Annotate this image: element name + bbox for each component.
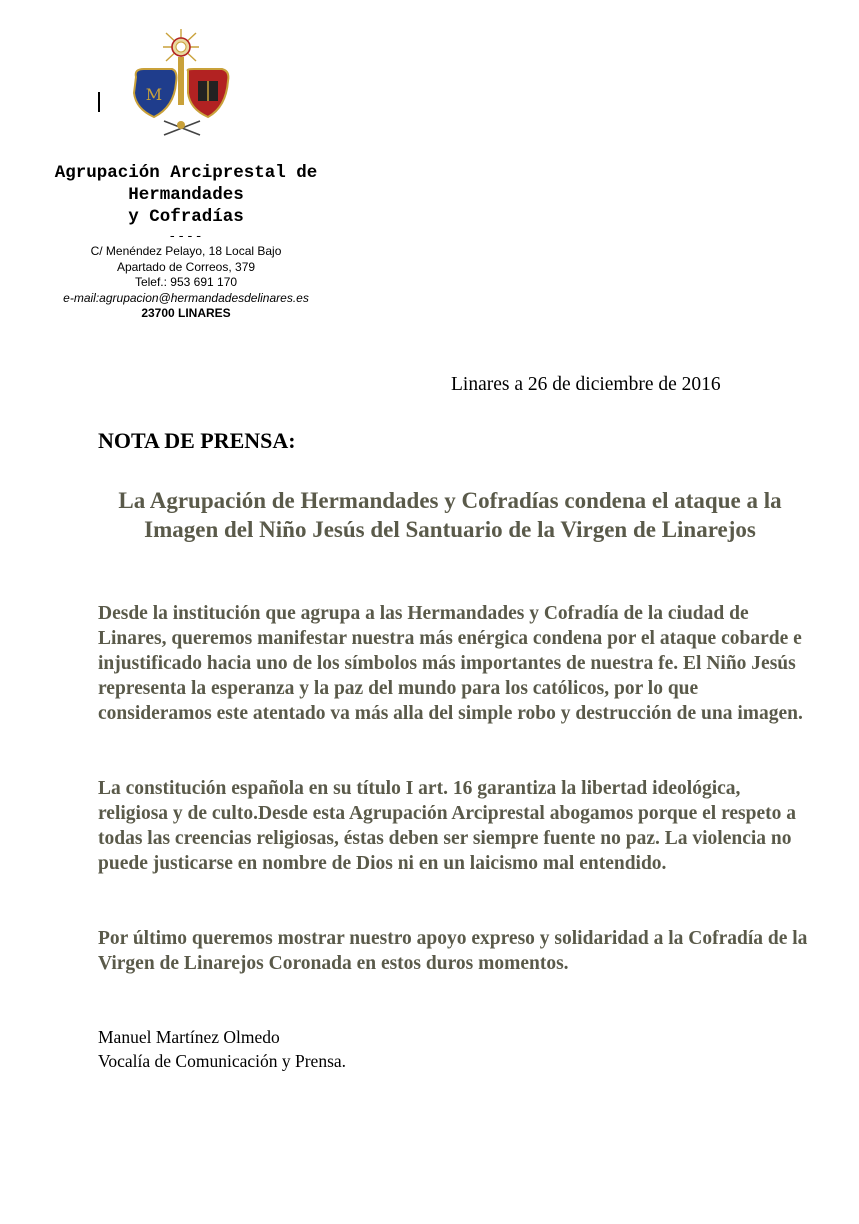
date-line: Linares a 26 de diciembre de 2016 (451, 374, 721, 395)
body-paragraph-3: Por último queremos mostrar nuestro apoyo expreso y solidaridad a la Cofradía de la Virgen de Linarejos Coronada en estos duros momentos. (98, 928, 808, 974)
body-paragraph-1: Desde la institución que agrupa a las Hermandades y Cofradía de la ciudad de Linares, queremos manifestar nuestra más enérgica condena por el ataque cobarde e injustificado hacia uno de los símbolos más importantes de nuestra fe. El Niño Jesús representa la esperanza y la paz del mundo para los católicos, por lo que consideramos este atentado va más alla del simple robo y destrucción de una imagen. (98, 603, 803, 724)
headline: La Agrupación de Hermandades y Cofradías condena el ataque a la Imagen del Niño Jesús del Santuario de la Virgen de Linarejos (118, 488, 782, 542)
brotherhood-crest-icon (128, 25, 234, 137)
organization-header (30, 162, 342, 322)
phone-number: Telef.: 953 691 170 (134, 275, 238, 289)
press-release-title: NOTA DE PRENSA: (98, 428, 296, 453)
org-name-line-1: Agrupación Arciprestal de (54, 163, 318, 183)
address-po-box: Apartado de Correos, 379 (116, 259, 256, 274)
signature-role: Vocalía de Comunicación y Prensa. (98, 1051, 347, 1071)
postal-city: 23700 LINARES (141, 306, 231, 320)
org-name-line-3: y Cofradías (128, 207, 244, 227)
svg-text:M: M (145, 85, 163, 104)
org-name-line-2: Hermandades (128, 185, 244, 205)
body-paragraph-2: La constitución española en su título I art. 16 garantiza la libertad ideológica, religiosa y de culto.Desde esta Agrupación Arciprestal abogamos porque el respeto a todas las creencias religiosas, éstas deben ser siempre fuente no paz. La violencia no puede justicarse en nombre de Dios ni en un laicismo mal entendido. (98, 778, 797, 874)
address-street: C/ Menéndez Pelayo, 18 Local Bajo (90, 244, 282, 258)
signature-block (98, 1025, 346, 1073)
email-address: e-mail:agrupacion@hermandadesdelinares.es (63, 290, 309, 305)
text-cursor-mark (98, 92, 100, 112)
signature-name: Manuel Martínez Olmedo (98, 1027, 280, 1047)
header-separator: ---- (168, 229, 204, 244)
